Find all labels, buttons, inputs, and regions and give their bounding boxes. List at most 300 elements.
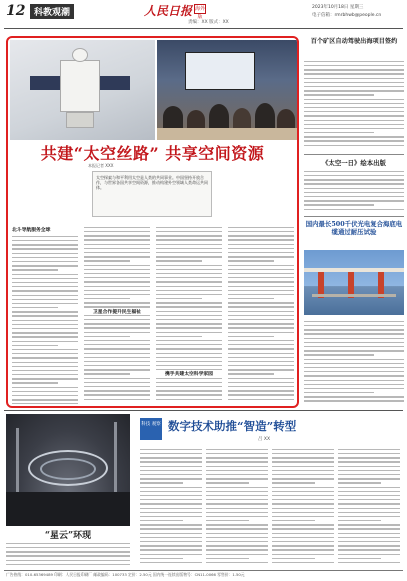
text-line — [304, 342, 404, 343]
text-line — [156, 231, 222, 232]
text-line — [304, 196, 404, 197]
text-line — [156, 306, 222, 307]
text-line — [228, 332, 294, 333]
text-line — [156, 336, 202, 337]
text-line — [140, 558, 183, 559]
text-line — [206, 474, 268, 475]
text-line — [12, 320, 78, 321]
text-line — [338, 508, 400, 509]
text-line — [156, 311, 222, 312]
text-line — [206, 466, 268, 467]
text-line — [84, 394, 150, 395]
text-line — [140, 562, 202, 563]
text-line — [6, 560, 130, 561]
text-line — [140, 516, 202, 517]
text-line — [84, 302, 150, 303]
page-header — [0, 0, 407, 34]
text-line — [84, 353, 150, 354]
text-line — [84, 286, 150, 287]
text-line — [84, 227, 150, 228]
text-line — [304, 354, 374, 355]
text-line — [140, 461, 202, 462]
text-line — [206, 457, 268, 458]
right-briefs-column — [304, 34, 404, 406]
text-line — [206, 516, 268, 517]
text-line — [12, 395, 78, 396]
text-line — [228, 382, 294, 383]
text-line — [140, 533, 202, 534]
text-line — [12, 341, 78, 342]
text-line — [272, 478, 334, 479]
text-line — [206, 537, 268, 538]
text-line — [12, 336, 78, 337]
text-line — [12, 290, 78, 291]
text-line — [84, 382, 150, 383]
text-line — [84, 327, 150, 328]
photo-caption: “星云”环现 — [44, 531, 92, 541]
text-line — [12, 357, 78, 358]
text-line — [228, 315, 294, 316]
text-line — [304, 124, 404, 125]
text-line — [12, 240, 78, 241]
text-line — [156, 365, 222, 366]
bottom-column-3 — [272, 446, 334, 566]
text-line — [84, 378, 150, 379]
article-subhead-3-wrap — [156, 368, 222, 379]
text-line — [228, 306, 294, 307]
text-line — [304, 175, 404, 176]
night-city-photo — [6, 414, 130, 526]
text-line — [84, 399, 150, 400]
text-line — [156, 332, 222, 333]
text-line — [338, 453, 400, 454]
text-line — [304, 171, 404, 172]
text-line — [12, 366, 78, 367]
text-line — [140, 495, 202, 496]
text-line — [140, 512, 202, 513]
text-line — [304, 65, 404, 66]
text-line — [272, 487, 334, 488]
text-line — [140, 487, 202, 488]
text-line — [228, 235, 294, 236]
text-line — [84, 348, 150, 349]
text-line — [84, 361, 150, 362]
text-line — [228, 361, 294, 362]
text-line — [140, 524, 202, 525]
text-line — [304, 136, 404, 137]
text-line — [228, 390, 294, 391]
text-line — [156, 353, 222, 354]
text-line — [12, 286, 78, 287]
text-line — [338, 495, 400, 496]
text-line — [206, 478, 268, 479]
brief-1-body — [304, 58, 404, 150]
text-line — [140, 499, 202, 500]
text-line — [272, 516, 334, 517]
brief-divider-2 — [304, 216, 404, 217]
text-line — [12, 257, 78, 258]
text-line — [140, 545, 202, 546]
text-line — [156, 286, 222, 287]
text-line — [156, 344, 222, 345]
text-line — [272, 457, 334, 458]
text-line — [206, 453, 268, 454]
text-line — [272, 449, 334, 450]
text-line — [156, 269, 222, 270]
text-line — [84, 294, 150, 295]
text-line — [304, 333, 404, 334]
text-line — [304, 120, 404, 121]
text-line — [84, 298, 130, 299]
text-line — [156, 239, 222, 240]
text-line — [140, 466, 202, 467]
text-line — [228, 252, 294, 253]
text-line — [12, 295, 78, 296]
text-line — [272, 554, 334, 555]
text-line — [84, 319, 150, 320]
text-line — [84, 265, 150, 266]
article-headline: 共建“太空丝路” 共享空间资源 — [40, 144, 265, 163]
text-line — [228, 256, 294, 257]
footer-divider — [4, 570, 403, 571]
article-subhead-3: 携手共建太空科学家园 — [156, 370, 222, 377]
text-line — [304, 204, 374, 205]
text-line — [6, 547, 130, 548]
brief-3-title: 国内最长500千伏光电复合海底电缆通过耐压试验 — [305, 220, 403, 236]
text-line — [84, 239, 150, 240]
brief-2-body — [304, 168, 404, 214]
text-line — [156, 294, 222, 295]
text-line — [304, 61, 404, 62]
text-line — [272, 549, 334, 550]
text-line — [272, 558, 315, 559]
text-line — [228, 357, 294, 358]
text-line — [156, 390, 222, 391]
text-line — [228, 353, 294, 354]
bottom-column-4 — [338, 446, 400, 566]
text-line — [338, 470, 400, 471]
text-line — [304, 115, 404, 116]
text-line — [12, 265, 78, 266]
text-line — [84, 390, 150, 391]
header-divider — [4, 28, 403, 29]
text-line — [84, 373, 130, 374]
text-line — [84, 365, 150, 366]
text-line — [206, 558, 249, 559]
text-line — [304, 179, 404, 180]
text-line — [206, 533, 268, 534]
text-line — [156, 281, 222, 282]
text-line — [272, 499, 334, 500]
text-line — [140, 508, 202, 509]
text-line — [140, 537, 202, 538]
text-line — [304, 359, 404, 360]
text-line — [12, 253, 78, 254]
bottom-headline: 数字技术助推“智造”转型 — [168, 419, 297, 433]
text-line — [84, 281, 150, 282]
text-line — [228, 311, 294, 312]
text-line — [228, 319, 294, 320]
contact-line: 电子信箱：rmrbhwb@people.cn — [312, 13, 382, 18]
text-line — [304, 82, 404, 83]
text-line — [140, 541, 202, 542]
text-line — [206, 495, 268, 496]
text-line — [228, 231, 294, 232]
text-line — [156, 323, 222, 324]
text-line — [156, 273, 222, 274]
text-line — [12, 274, 78, 275]
section-tag: 科教观潮 — [30, 4, 74, 19]
text-line — [272, 545, 334, 546]
text-line — [140, 449, 202, 450]
text-line — [12, 307, 58, 308]
text-line — [12, 244, 78, 245]
text-line — [206, 499, 268, 500]
text-line — [140, 474, 202, 475]
text-line — [272, 508, 334, 509]
text-line — [12, 378, 78, 379]
text-line — [12, 370, 78, 371]
text-line — [156, 319, 222, 320]
brief-3-body — [304, 318, 404, 402]
text-line — [206, 554, 268, 555]
text-line — [228, 290, 294, 291]
text-line — [304, 375, 404, 376]
text-line — [156, 348, 222, 349]
text-line — [304, 321, 404, 322]
article-subhead-1: 北斗导航服务全球 — [12, 228, 51, 233]
text-line — [338, 549, 400, 550]
text-line — [12, 362, 78, 363]
text-line — [272, 461, 334, 462]
text-line — [304, 200, 404, 201]
text-line — [84, 231, 150, 232]
text-line — [84, 369, 150, 370]
text-line — [84, 344, 150, 345]
text-line — [206, 541, 268, 542]
text-line — [228, 227, 294, 228]
text-line — [12, 269, 58, 270]
text-line — [304, 396, 404, 397]
text-line — [228, 386, 294, 387]
text-line — [304, 363, 404, 364]
text-line — [84, 277, 150, 278]
text-line — [6, 555, 130, 556]
text-line — [338, 482, 381, 483]
text-line — [140, 470, 202, 471]
text-line — [84, 340, 150, 341]
text-line — [338, 537, 400, 538]
text-line — [304, 86, 404, 87]
article-column-4 — [228, 224, 294, 404]
text-line — [12, 328, 78, 329]
text-line — [228, 248, 294, 249]
text-line — [206, 545, 268, 546]
text-line — [206, 508, 268, 509]
text-line — [304, 183, 404, 184]
page-footer: 广告热线：010-65369489 印刷：人民日报印刷厂 邮政编码：100733 定价：2.50元 国内统一连续出版物号：CN11-0066 零售价：1.50元 — [6, 572, 245, 577]
text-line — [228, 273, 294, 274]
text-line — [156, 260, 202, 261]
text-line — [304, 128, 404, 129]
text-line — [156, 399, 222, 400]
article-subhead-2-wrap — [84, 306, 150, 317]
text-line — [140, 520, 183, 521]
text-line — [338, 491, 400, 492]
text-line — [338, 499, 400, 500]
text-line — [84, 256, 150, 257]
text-line — [338, 474, 400, 475]
text-line — [84, 273, 150, 274]
main-article-highlight[interactable] — [6, 36, 299, 408]
text-line — [228, 344, 294, 345]
text-line — [272, 466, 334, 467]
text-line — [206, 524, 268, 525]
text-line — [12, 374, 78, 375]
text-line — [12, 387, 78, 388]
text-line — [12, 332, 78, 333]
masthead-logo: 人民日报 — [144, 4, 193, 18]
text-line — [304, 384, 404, 385]
text-line — [156, 327, 222, 328]
text-line — [156, 252, 222, 253]
brief-1-title: 百个矿区自动驾驶出海项目签约 — [310, 38, 398, 45]
text-line — [272, 512, 334, 513]
text-line — [338, 554, 400, 555]
brief-2-title: 《太空一日》绘本出版 — [322, 159, 386, 167]
text-line — [338, 478, 400, 479]
text-line — [304, 103, 404, 104]
text-line — [338, 541, 400, 542]
text-line — [156, 302, 222, 303]
text-line — [6, 551, 130, 552]
text-line — [156, 315, 222, 316]
text-line — [304, 350, 404, 351]
bottom-author: 吕 XX — [258, 437, 271, 442]
text-line — [304, 346, 404, 347]
text-line — [206, 512, 268, 513]
text-line — [304, 140, 404, 141]
text-line — [156, 227, 222, 228]
text-line — [338, 558, 381, 559]
text-line — [206, 491, 268, 492]
text-line — [304, 325, 404, 326]
text-line — [84, 235, 150, 236]
text-line — [206, 482, 249, 483]
text-line — [272, 453, 334, 454]
text-line — [228, 378, 294, 379]
masthead-seal: 海外版 — [195, 6, 206, 20]
text-line — [228, 298, 274, 299]
issue-date: 2023年10月18日 星期三 — [312, 5, 364, 10]
text-line — [304, 392, 374, 393]
article-summary: 太空探索与和平利用太空是人类的共同事业。中国坚持开放合作，与世界各国共享空间资源，推动构建外空领域人类命运共同体。 — [92, 171, 212, 217]
text-line — [272, 503, 334, 504]
text-line — [228, 260, 274, 261]
text-line — [338, 449, 400, 450]
text-line — [304, 99, 404, 100]
text-line — [338, 466, 400, 467]
text-line — [12, 311, 78, 312]
text-line — [12, 278, 78, 279]
photo-caption-body — [6, 540, 130, 568]
text-line — [12, 315, 78, 316]
text-line — [272, 482, 315, 483]
text-line — [156, 290, 222, 291]
text-line — [228, 365, 294, 366]
text-line — [12, 399, 78, 400]
text-line — [338, 545, 400, 546]
text-line — [206, 487, 268, 488]
column-tag: 科技 观察 — [140, 418, 162, 440]
text-line — [140, 503, 202, 504]
text-line — [156, 361, 222, 362]
text-line — [12, 303, 78, 304]
text-line — [304, 69, 404, 70]
text-line — [304, 367, 404, 368]
text-line — [228, 336, 274, 337]
text-line — [228, 286, 294, 287]
page-number: 12 — [6, 3, 26, 19]
text-line — [84, 244, 150, 245]
text-line — [84, 252, 150, 253]
text-line — [338, 516, 400, 517]
text-line — [228, 340, 294, 341]
article-subhead-2: 卫星合作提升民生福祉 — [84, 308, 150, 315]
text-line — [338, 487, 400, 488]
text-line — [12, 391, 78, 392]
article-column-1 — [12, 224, 78, 404]
text-line — [272, 520, 315, 521]
text-line — [272, 470, 334, 471]
text-line — [140, 549, 202, 550]
text-line — [84, 323, 150, 324]
text-line — [272, 495, 334, 496]
text-line — [12, 236, 78, 237]
brief-divider-1 — [304, 154, 404, 155]
text-line — [304, 209, 404, 210]
text-line — [206, 461, 268, 462]
text-line — [304, 111, 404, 112]
text-line — [206, 528, 268, 529]
text-line — [272, 491, 334, 492]
text-line — [304, 188, 404, 189]
text-line — [206, 549, 268, 550]
sea-cable-photo — [304, 250, 404, 315]
text-line — [304, 94, 374, 95]
text-line — [84, 260, 130, 261]
text-line — [206, 562, 268, 563]
text-line — [140, 478, 202, 479]
text-line — [228, 302, 294, 303]
text-line — [156, 256, 222, 257]
text-line — [272, 541, 334, 542]
text-line — [228, 277, 294, 278]
text-line — [6, 543, 130, 544]
text-line — [206, 449, 268, 450]
text-line — [228, 239, 294, 240]
text-line — [228, 269, 294, 270]
text-line — [12, 382, 58, 383]
text-line — [12, 324, 78, 325]
text-line — [304, 145, 404, 146]
text-line — [272, 533, 334, 534]
text-line — [304, 192, 404, 193]
text-line — [206, 470, 268, 471]
text-line — [156, 357, 222, 358]
text-line — [228, 244, 294, 245]
text-line — [304, 329, 404, 330]
